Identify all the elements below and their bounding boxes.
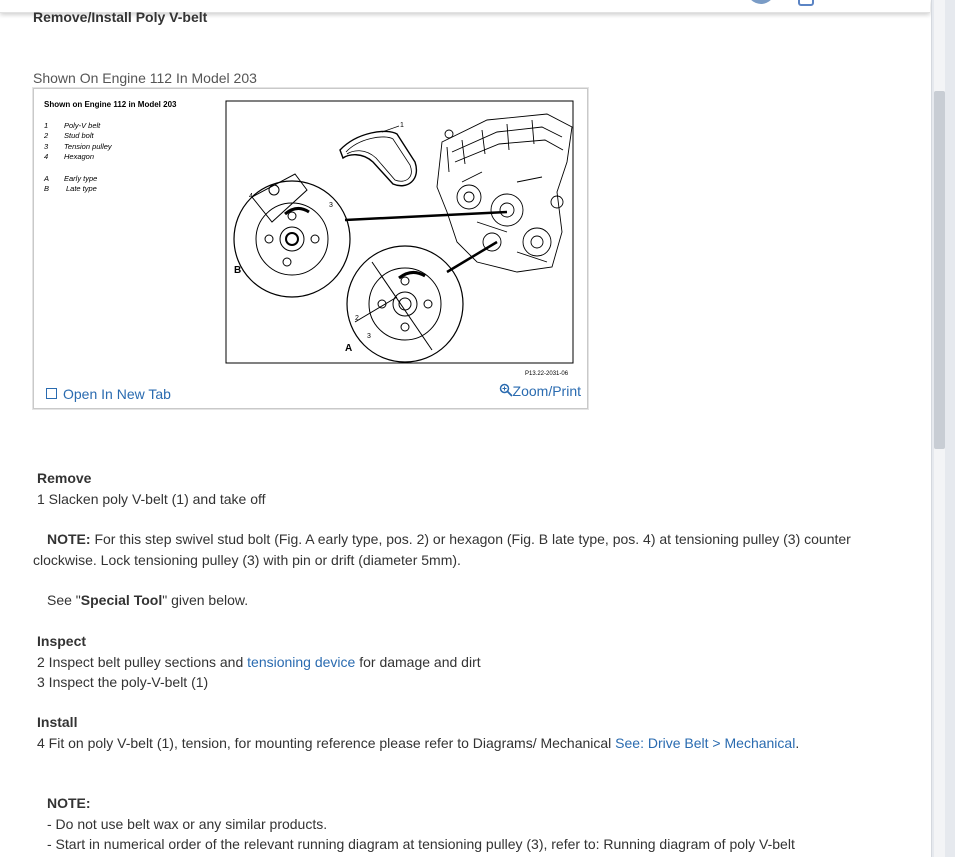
legend-key: 4: [44, 152, 49, 161]
legend-label: Tension pulley: [64, 142, 112, 151]
callout-2: 2: [355, 315, 359, 322]
callout-a: A: [345, 343, 353, 354]
legend-label: Stud bolt: [64, 131, 94, 140]
legend-label: Poly-V belt: [64, 121, 101, 130]
legend-key: 3: [44, 142, 49, 151]
open-new-tab-link[interactable]: [46, 386, 171, 402]
step-text: 2 Inspect belt pulley sections and: [37, 654, 248, 670]
install-heading: Install: [37, 714, 78, 730]
remove-step-1: 1 Slacken poly V-belt (1) and take off: [37, 491, 266, 507]
drive-belt-link[interactable]: See: Drive Belt > Mechanical: [615, 735, 796, 751]
special-tool-label: Special Tool: [80, 592, 163, 608]
note-label: NOTE:: [47, 531, 91, 547]
inspect-heading: Inspect: [37, 633, 87, 649]
legend-label: Late type: [66, 184, 97, 193]
callout-3-a: 3: [367, 333, 371, 340]
callout-4: 4: [249, 193, 253, 200]
legend-key: 2: [44, 131, 49, 140]
diagram-legend: [43, 121, 113, 193]
note-item: - Start in numerical order of the relevant running diagram at tensioning pulley (3), refer to: Running diagram of poly V-belt: [47, 836, 795, 852]
legend-label: Early type: [64, 174, 98, 183]
step-text: for damage and dirt: [355, 654, 481, 670]
note-text: For this step swivel stud bolt (Fig. A early type, pos. 2) or hexagon (Fig. B late type, pos. 4) at tensioning pulley (3) counter: [90, 531, 851, 547]
note-item: - Do not use belt wax or any similar products.: [47, 816, 328, 832]
zoom-icon: [499, 383, 513, 397]
connector-line: [345, 212, 507, 220]
diagram-heading: Shown on Engine 112 in Model 203: [44, 100, 177, 109]
special-tool-line: [47, 590, 248, 610]
poly-v-belt: [340, 131, 416, 185]
inspect-step-3: 3 Inspect the poly-V-belt (1): [37, 674, 209, 690]
note-heading: NOTE:: [47, 795, 91, 811]
figure-panel: [33, 88, 588, 409]
see-prefix: See ": [47, 592, 81, 608]
see-suffix: " given below.: [162, 592, 249, 608]
connector-line: [447, 242, 497, 272]
scrollbar-thumb[interactable]: [934, 91, 945, 449]
document-icon[interactable]: [798, 0, 814, 6]
legend-label: Hexagon: [64, 152, 95, 161]
engine-sketch: [437, 114, 572, 272]
diagram-frame: [226, 101, 573, 363]
callout-b: B: [234, 265, 242, 276]
user-avatar[interactable]: [747, 0, 775, 4]
tensioning-device-link[interactable]: tensioning device: [247, 654, 356, 670]
legend-key: 1: [44, 121, 49, 130]
remove-heading: Remove: [37, 470, 92, 486]
step-text: .: [795, 735, 800, 751]
zoom-print-label: Zoom/Print: [512, 383, 581, 399]
inspect-step-2: [37, 652, 481, 672]
zoom-print-link[interactable]: [499, 383, 581, 399]
remove-note: [47, 529, 851, 549]
open-new-tab-label: Open In New Tab: [63, 386, 171, 402]
figure-code: P13.22-2031-06: [525, 371, 569, 377]
step-text: 4 Fit on poly V-belt (1), tension, for mounting reference please refer to Diagrams/ Mechanical: [37, 735, 616, 751]
callout-3-b: 3: [329, 202, 333, 209]
legend-key: B: [44, 184, 50, 193]
remove-note-line-2: clockwise. Lock tensioning pulley (3) with pin or drift (diameter 5mm).: [33, 552, 461, 568]
figure-caption: Shown On Engine 112 In Model 203: [33, 70, 257, 86]
legend-key: A: [44, 174, 50, 183]
figure-footer: [34, 383, 587, 408]
callout-1: 1: [400, 122, 404, 129]
pulley-early-type: [347, 246, 463, 362]
open-tab-icon: [46, 388, 57, 399]
page-title: Remove/Install Poly V-belt: [33, 9, 208, 25]
belt-diagram[interactable]: [37, 92, 584, 384]
install-step-4: [37, 733, 799, 753]
